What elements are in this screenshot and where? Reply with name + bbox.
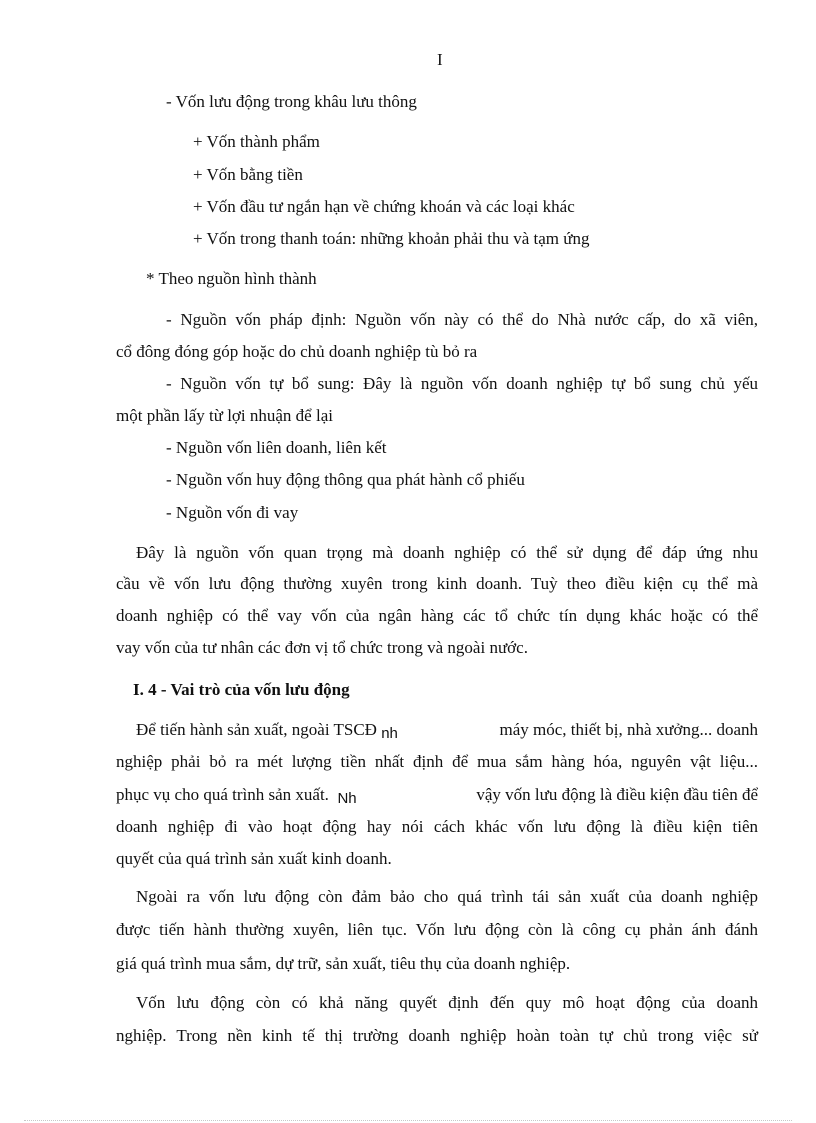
- text-line: cổ đông đóng góp hoặc do chủ doanh nghiệp tù bỏ ra: [116, 342, 478, 361]
- text-line: Ngoài ra vốn lưu động còn đảm bảo cho quá trình tái sản xuất của doanh nghiệp: [136, 887, 758, 906]
- text-line: + Vốn bằng tiền: [193, 165, 303, 184]
- text-line: * Theo nguồn hình thành: [146, 269, 317, 288]
- text-line: được tiến hành thường xuyên, liên tục. Vốn lưu động còn là công cụ phản ánh đánh: [116, 920, 758, 939]
- text-line: một phần lấy từ lợi nhuận để lại: [116, 406, 333, 425]
- text-line: + Vốn trong thanh toán: những khoản phải thu và tạm ứng: [193, 229, 590, 248]
- text-line: [116, 785, 758, 806]
- text-line: doanh nghiệp đi vào hoạt động hay nói cách khác vốn lưu động là điều kiện tiên: [116, 817, 758, 836]
- text-line: giá quá trình mua sắm, dự trữ, sản xuất, tiêu thụ của doanh nghiệp.: [116, 954, 571, 973]
- text-line: nghiệp. Trong nền kinh tế thị trường doanh nghiệp hoàn toàn tự chủ trong việc sử: [116, 1026, 758, 1045]
- text-line: [136, 720, 758, 741]
- text-fragment: máy móc, thiết bị, nhà xưởng... doanh: [499, 720, 758, 739]
- text-line: vay vốn của tư nhân các đơn vị tổ chức trong và ngoài nước.: [116, 638, 528, 657]
- text-fragment: Để tiến hành sản xuất, ngoài TSCĐ nh: [136, 720, 398, 742]
- text-line: - Nguồn vốn tự bổ sung: Đây là nguồn vốn doanh nghiệp tự bổ sung chủ yếu: [166, 374, 758, 393]
- text-line: + Vốn thành phẩm: [193, 132, 320, 151]
- text-line: nghiệp phải bỏ ra mét lượng tiền nhất định để mua sắm hàng hóa, nguyên vật liệu...: [116, 752, 758, 771]
- text-line: - Nguồn vốn đi vay: [166, 503, 299, 522]
- text-line: - Nguồn vốn huy động thông qua phát hành cổ phiếu: [166, 470, 525, 489]
- text-line: cầu về vốn lưu động thường xuyên trong kinh doanh. Tuỳ theo điều kiện cụ thể mà: [116, 574, 758, 593]
- text-line: Vốn lưu động còn có khả năng quyết định đến quy mô hoạt động của doanh: [136, 993, 758, 1012]
- footer-divider: [24, 1120, 792, 1121]
- text-fragment: phục vụ cho quá trình sản xuất. Nh: [116, 785, 357, 807]
- text-fragment: vậy vốn lưu động là điều kiện đầu tiên để: [476, 785, 758, 804]
- text-line: - Nguồn vốn liên doanh, liên kết: [166, 438, 387, 457]
- text-line: - Vốn lưu động trong khâu lưu thông: [166, 92, 417, 111]
- text-line: doanh nghiệp có thể vay vốn của ngân hàng các tổ chức tín dụng khác hoặc có thể: [116, 606, 758, 625]
- text-line: Đây là nguồn vốn quan trọng mà doanh nghiệp có thể sử dụng để đáp ứng nhu: [136, 543, 758, 562]
- section-heading: I. 4 - Vai trò của vốn lưu động: [133, 680, 350, 699]
- text-line: quyết của quá trình sản xuất kinh doanh.: [116, 849, 392, 868]
- text-line: - Nguồn vốn pháp định: Nguồn vốn này có thể do Nhà nước cấp, do xã viên,: [166, 310, 758, 329]
- text-line: + Vốn đầu tư ngắn hạn về chứng khoán và các loại khác: [193, 197, 575, 216]
- page-number: I: [437, 50, 443, 69]
